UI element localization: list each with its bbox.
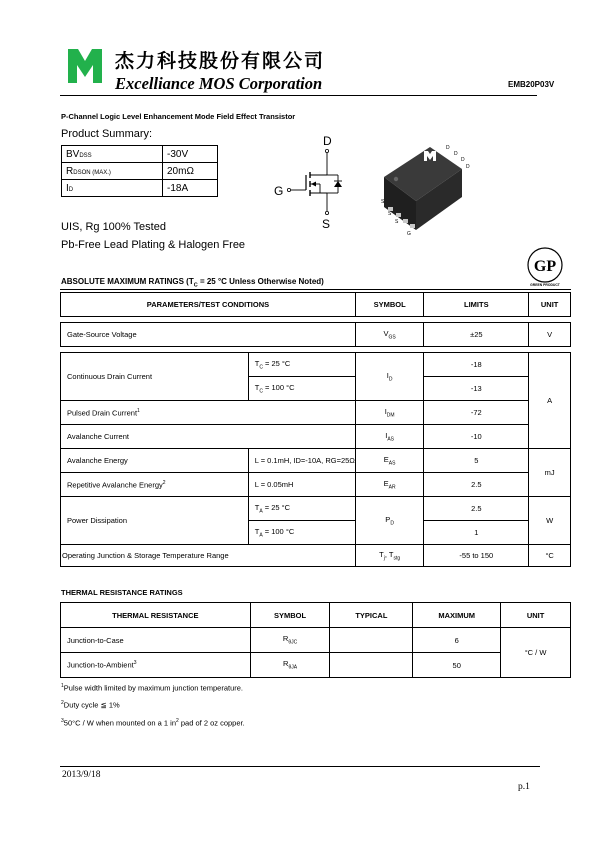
row-ear — [61, 473, 571, 497]
footnote-2 — [61, 700, 120, 710]
thermal-unit: °C / W — [501, 628, 571, 678]
hdr-limits: LIMITS — [424, 293, 529, 317]
footnote-3-sup: 2 — [176, 718, 179, 724]
pd-cond1-a: T — [254, 502, 260, 512]
eas-symbol — [355, 449, 423, 473]
device-description: P-Channel Logic Level Enhancement Mode Field Effect Transistor — [61, 112, 296, 121]
id-cond2 — [248, 377, 355, 401]
feature-pb-free: Pb-Free Lead Plating & Halogen Free — [61, 239, 246, 251]
pd-cond1-b: = 25 °C — [262, 502, 291, 512]
drain-label: D — [323, 134, 332, 148]
gate-label: G — [274, 184, 284, 198]
footer-date: 2013/9/18 — [62, 770, 101, 780]
summary-param: R — [66, 165, 74, 177]
pd-limit2: 1 — [424, 521, 529, 545]
idm-param — [61, 401, 356, 425]
ias-limit: -10 — [424, 425, 529, 449]
ias-symbol — [355, 425, 423, 449]
th-hdr-typical: TYPICAL — [330, 603, 413, 628]
rjc-sym: R — [282, 634, 289, 644]
vgs-sym-sub: GS — [388, 334, 396, 341]
id-cond2-a: T — [254, 382, 260, 392]
package-image — [372, 135, 472, 240]
tj-sym-sub2: stg — [393, 555, 401, 562]
energy-unit: mJ — [529, 449, 571, 497]
summary-param-sub: D — [68, 186, 74, 193]
id-sym: I — [386, 370, 389, 380]
pd-cond1-sub: A — [259, 508, 263, 515]
id-cond2-sub: C — [259, 388, 263, 395]
product-summary-title: Product Summary: — [61, 128, 153, 140]
pkg-pin-d: D — [461, 157, 465, 163]
rja-symbol — [250, 653, 330, 678]
id-cond1-sub: C — [259, 364, 263, 371]
summary-param-sub: DSON (MAX.) — [73, 169, 111, 176]
ear-cond: L = 0.05mH — [248, 473, 355, 497]
id-limit1: -18 — [424, 353, 529, 377]
idm-sym-sub: DM — [386, 412, 395, 419]
rja-sym-sub: θJA — [288, 664, 298, 671]
pkg-pin-s: S — [381, 199, 385, 205]
rja-footnote-ref: 3 — [133, 660, 137, 667]
product-summary-table — [61, 145, 218, 197]
tj-limit: -55 to 150 — [424, 545, 529, 567]
idm-symbol — [355, 401, 423, 425]
vgs-unit: V — [529, 323, 571, 347]
vgs-symbol — [355, 323, 423, 347]
mosfet-schematic-icon — [272, 133, 352, 229]
id-cond1-a: T — [254, 358, 260, 368]
vgs-sym: V — [383, 328, 389, 338]
gp-badge-caption: GREEN PRODUCT — [530, 283, 560, 287]
row-ias — [61, 425, 571, 449]
footnote-3-text-b: pad of 2 oz copper. — [178, 718, 245, 728]
summary-row — [62, 163, 218, 180]
summary-row — [62, 146, 218, 163]
pkg-pin-d: D — [466, 164, 470, 170]
company-name-cn: 杰力科技股份有限公司 — [115, 50, 326, 72]
summary-param: BV — [66, 148, 80, 160]
idm-param-text: Pulsed Drain Current — [67, 408, 138, 418]
tj-unit: °C — [529, 545, 571, 567]
summary-value: -30V — [163, 146, 218, 163]
pd-cond2-b: = 100 °C — [262, 526, 295, 536]
pd-cond1 — [248, 497, 355, 521]
rjc-symbol — [250, 628, 330, 653]
tj-param: Operating Junction & Storage Temperature Range — [61, 545, 356, 567]
row-pd-25 — [61, 497, 571, 521]
pd-symbol — [355, 497, 423, 545]
page-number: p.1 — [518, 782, 530, 792]
rjc-param: Junction-to-Case — [61, 628, 251, 653]
row-eas — [61, 449, 571, 473]
vgs-limit: ±25 — [424, 323, 529, 347]
pd-cond2-a: T — [254, 526, 260, 536]
abs-max-title-sub: C — [193, 282, 198, 289]
tj-sym-a: T — [379, 549, 384, 559]
idm-sym: I — [384, 406, 387, 416]
ear-limit: 2.5 — [424, 473, 529, 497]
footnote-3-text-a: 50°C / W when mounted on a 1 in — [63, 718, 177, 728]
abs-max-title-b: = 25 °C Unless Otherwise Noted) — [197, 277, 324, 286]
summary-value: -18A — [163, 180, 218, 197]
footnote-3-num: 3 — [61, 718, 64, 724]
pd-param: Power Dissipation — [61, 497, 249, 545]
summary-param-sub: DSS — [79, 152, 92, 159]
footnote-3 — [61, 718, 245, 728]
rja-param-text: Junction-to-Ambient — [67, 660, 134, 670]
part-number: EMB20P03V — [508, 80, 555, 89]
id-cond1 — [248, 353, 355, 377]
summary-param: I — [66, 182, 69, 194]
pd-cond2-sub: A — [259, 532, 263, 539]
ias-param: Avalanche Current — [61, 425, 356, 449]
header-divider — [60, 95, 537, 96]
th-hdr-param: THERMAL RESISTANCE — [61, 603, 251, 628]
footer-divider — [60, 766, 540, 767]
abs-header-row — [61, 293, 571, 317]
abs-max-top-rule — [60, 289, 571, 290]
th-hdr-symbol: SYMBOL — [250, 603, 330, 628]
row-idm — [61, 401, 571, 425]
abs-max-title-a: ABSOLUTE MAXIMUM RATINGS (T — [61, 277, 194, 286]
footnote-1-text: Pulse width limited by maximum junction temperature. — [63, 683, 244, 693]
vgs-param: Gate-Source Voltage — [61, 323, 356, 347]
abs-max-title — [61, 277, 324, 289]
footnote-2-num: 2 — [61, 700, 64, 706]
id-sym-sub: D — [388, 376, 393, 383]
eas-sym: E — [383, 454, 389, 464]
pd-sym-sub: D — [390, 520, 394, 527]
current-unit: A — [529, 353, 571, 449]
idm-limit: -72 — [424, 401, 529, 425]
ear-sym: E — [383, 478, 389, 488]
summary-value: 20mΩ — [163, 163, 218, 180]
pd-cond2 — [248, 521, 355, 545]
pkg-pin-g: G — [407, 231, 411, 237]
thermal-header-row — [61, 603, 571, 628]
row-rjc — [61, 628, 571, 653]
ear-sym-sub: AR — [388, 484, 396, 491]
pkg-pin-d: D — [454, 151, 458, 157]
row-id-25 — [61, 353, 571, 377]
footnote-1-num: 1 — [61, 683, 64, 689]
id-cond2-b: = 100 °C — [262, 382, 295, 392]
th-hdr-unit: UNIT — [501, 603, 571, 628]
pd-sym: P — [385, 514, 391, 524]
company-logo — [66, 47, 104, 85]
rjc-sym-sub: θJC — [288, 639, 298, 646]
eas-limit: 5 — [424, 449, 529, 473]
thermal-table — [60, 602, 571, 678]
abs-max-bottom-rule — [60, 566, 571, 567]
rjc-typical — [330, 628, 413, 653]
th-hdr-maximum: MAXIMUM — [413, 603, 501, 628]
ias-sym: I — [385, 430, 388, 440]
ear-param-text: Repetitive Avalanche Energy — [67, 480, 163, 490]
tj-symbol — [355, 545, 423, 567]
tj-sym-b: , T — [384, 549, 394, 559]
ias-sym-sub: AS — [387, 436, 394, 443]
thermal-title: THERMAL RESISTANCE RATINGS — [61, 588, 183, 597]
hdr-unit: UNIT — [529, 293, 571, 317]
rja-param — [61, 653, 251, 678]
eas-sym-sub: AS — [388, 460, 396, 467]
summary-row — [62, 180, 218, 197]
rjc-max: 6 — [413, 628, 501, 653]
id-cond1-b: = 25 °C — [262, 358, 291, 368]
eas-param: Avalanche Energy — [61, 449, 249, 473]
tj-sym-sub1: j — [383, 555, 385, 562]
idm-footnote-ref: 1 — [137, 407, 140, 414]
company-name-en: Excelliance MOS Corporation — [115, 74, 323, 93]
pkg-pin-s: S — [395, 219, 399, 225]
ear-footnote-ref: 2 — [162, 479, 166, 486]
rja-max: 50 — [413, 653, 501, 678]
pkg-pin-d: D — [446, 145, 450, 151]
id-param: Continuous Drain Current — [61, 353, 249, 401]
rja-sym: R — [283, 659, 289, 669]
footnote-1 — [61, 683, 243, 693]
source-label: S — [322, 217, 331, 229]
pd-limit1: 2.5 — [424, 497, 529, 521]
row-rja — [61, 653, 571, 678]
id-limit2: -13 — [424, 377, 529, 401]
id-symbol — [355, 353, 423, 401]
row-tj — [61, 545, 571, 567]
hdr-param: PARAMETERS/TEST CONDITIONS — [61, 293, 356, 317]
gp-badge-text: GP — [533, 258, 557, 275]
ear-param — [61, 473, 249, 497]
feature-uis: UIS, Rg 100% Tested — [61, 221, 166, 233]
pkg-pin-s: S — [388, 211, 392, 217]
ear-symbol — [355, 473, 423, 497]
power-unit: W — [529, 497, 571, 545]
rja-typical — [330, 653, 413, 678]
abs-max-table — [60, 292, 571, 567]
hdr-symbol: SYMBOL — [355, 293, 423, 317]
footnote-2-text: Duty cycle ≦ 1% — [63, 700, 120, 710]
green-product-badge-icon — [524, 247, 566, 287]
row-vgs — [61, 323, 571, 347]
eas-cond: L = 0.1mH, ID=-10A, RG=25Ω — [248, 449, 355, 473]
